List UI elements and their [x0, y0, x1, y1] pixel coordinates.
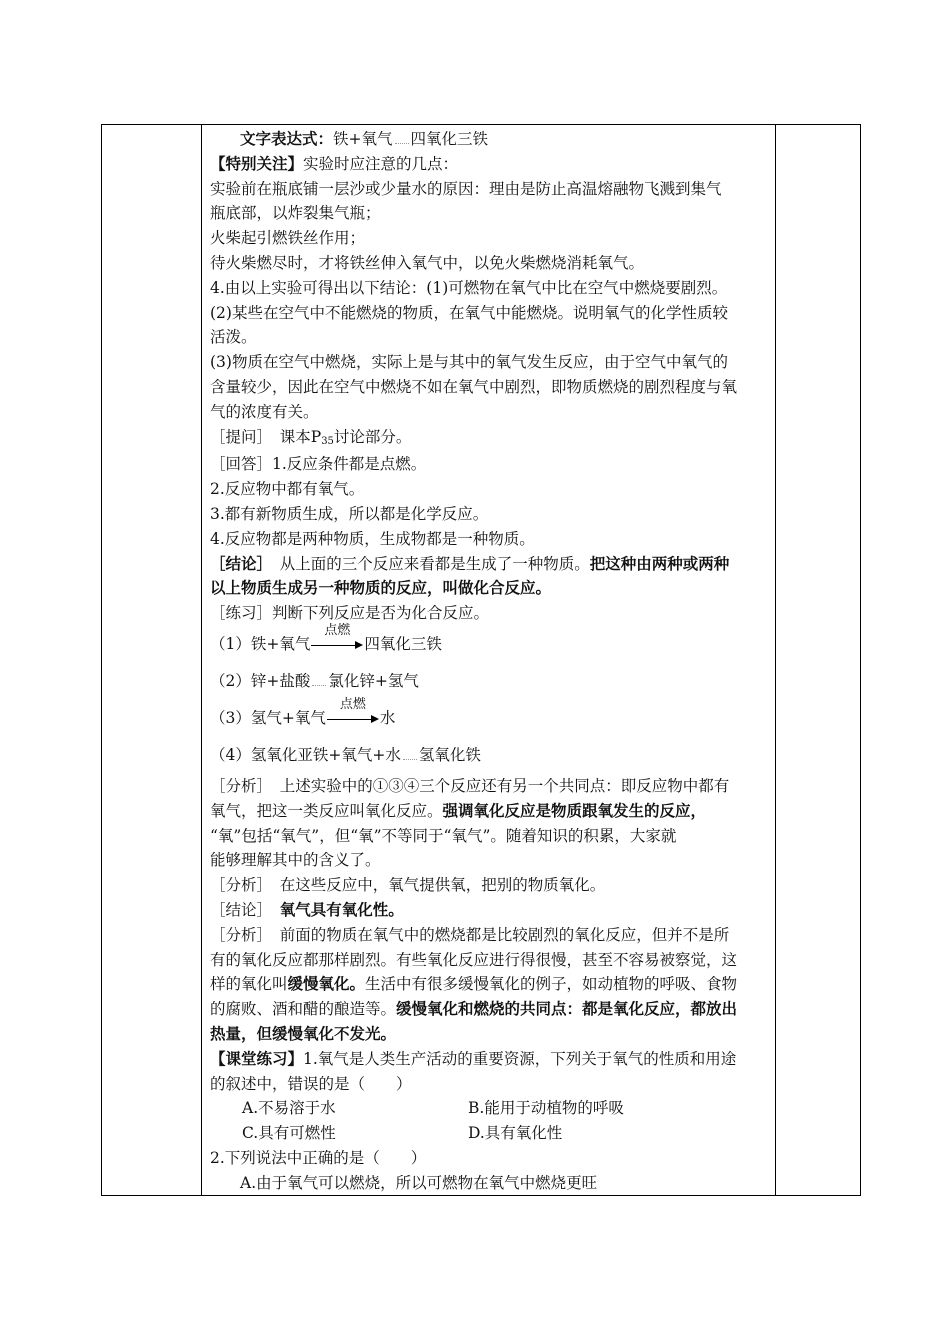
arrow-head — [371, 715, 379, 723]
text-line — [210, 601, 770, 626]
reactants: （1）铁+氧气 — [210, 634, 311, 653]
text-segment: 含量较少，因此在空气中燃烧不如在氧气中剧烈，即物质燃烧的剧烈程度与氧 — [210, 377, 738, 396]
answer-options — [210, 1096, 770, 1121]
reactants: （2）锌+盐酸 — [210, 671, 311, 690]
text-segment: 2.下列说法中正确的是（ ） — [210, 1148, 427, 1167]
text-line — [210, 948, 770, 973]
bold-text: 【课堂练习】 — [210, 1048, 304, 1068]
text-line — [210, 350, 770, 375]
products: 氢氧化铁 — [418, 745, 481, 764]
text-segment: 四氧化三铁 — [410, 130, 489, 148]
text-line — [210, 276, 770, 301]
text-segment: ［分析］ 上述实验中的①③④三个反应还有另一个共同点：即反应物中都有 — [210, 776, 730, 795]
text-line — [210, 152, 770, 177]
text-segment: 气的浓度有关。 — [210, 402, 319, 421]
text-line — [210, 325, 770, 350]
text-segment: 活泼。 — [210, 328, 257, 347]
option-a: C.具有可燃性 — [242, 1124, 336, 1143]
products: 四氧化三铁 — [364, 634, 442, 653]
text-line — [210, 502, 770, 527]
products: 氯化锌+氢气 — [328, 671, 419, 690]
reaction-equation — [210, 622, 770, 663]
option-a: A.不易溶于水 — [242, 1099, 336, 1118]
text-line — [210, 301, 770, 326]
text-segment: 35 — [321, 435, 334, 447]
bold-text: 文字表达式： — [240, 129, 334, 148]
text-segment: 实验时应注意的几点： — [303, 154, 459, 173]
text-segment: ［分析］ 在这些反应中，氧气提供氧，把别的物质氧化。 — [210, 876, 606, 895]
bold-text: 强调氧化反应是物质跟氧发生的反应， — [442, 800, 707, 820]
bold-text: 热量，但缓慢氧化不发光。 — [210, 1023, 397, 1043]
text-line — [210, 527, 770, 552]
text-line — [210, 848, 770, 873]
text-segment: 的腐败、酒和醋的酿造等。 — [210, 1000, 397, 1019]
text-line — [210, 226, 770, 251]
answer-options — [210, 1121, 770, 1146]
text-line — [210, 177, 770, 202]
text-segment: 样的氧化叫 — [210, 975, 288, 994]
text-segment: ［提问］ 课本P — [210, 427, 322, 446]
text-segment: “氧”包括“氧气”，但“氧”不等同于“氧气”。随着知识的积累，大家就 — [210, 826, 677, 845]
text-segment: 待火柴燃尽时，才将铁丝伸入氧气中，以免火柴燃烧消耗氧气。 — [210, 253, 645, 272]
text-segment: 的叙述中，错误的是（ ） — [210, 1074, 412, 1093]
text-segment: 能够理解其中的含义了。 — [210, 851, 381, 870]
text-line — [210, 375, 770, 400]
option-b: B.能用于动植物的呼吸 — [468, 1099, 624, 1118]
text-line — [210, 127, 770, 152]
text-line — [210, 1072, 770, 1097]
reaction-condition: 点燃 — [339, 696, 366, 712]
text-segment: 4.由以上实验可得出以下结论：(1)可燃物在氧气中比在空气中燃烧要剧烈。 — [210, 278, 728, 297]
bold-text: 缓慢氧化和燃烧的共同点：都是氧化反应，都放出 — [396, 999, 738, 1019]
text-line — [210, 898, 770, 923]
column-divider-left — [201, 125, 202, 1195]
reaction-arrow-icon — [327, 696, 379, 726]
text-line — [210, 1146, 770, 1171]
text-segment: 有的氧化反应都那样剧烈。有些氧化反应进行得很慢，甚至不容易被察觉，这 — [210, 950, 738, 969]
lesson-content-cell — [210, 127, 770, 1195]
reaction-equation — [210, 696, 770, 737]
text-segment: (3)物质在空气中燃烧，实际上是与其中的氧气发生反应，由于空气中氧气的 — [210, 353, 728, 372]
text-line — [210, 477, 770, 502]
bold-text: 氧气具有氧化性。 — [279, 899, 404, 919]
reaction-arrow-icon — [311, 622, 363, 652]
text-segment: ［练习］判断下列反应是否为化合反应。 — [210, 604, 490, 623]
text-segment: ［回答］1.反应条件都是点燃。 — [210, 455, 427, 474]
text-segment: 铁+氧气 — [333, 130, 393, 148]
column-divider-right — [775, 125, 776, 1195]
reaction-equation — [210, 737, 770, 774]
text-line — [210, 997, 770, 1022]
text-line — [210, 201, 770, 226]
bold-text: 【特别关注】 — [210, 153, 304, 173]
reaction-condition: 点燃 — [324, 622, 351, 638]
bold-text: 缓慢氧化。 — [287, 974, 366, 994]
reaction-equation — [210, 663, 770, 700]
text-line — [210, 400, 770, 425]
text-segment: (2)某些在空气中不能燃烧的物质，在氧气中能燃烧。说明氧气的化学性质较 — [210, 303, 728, 322]
option-b: D.具有氧化性 — [468, 1124, 563, 1143]
text-segment: A.由于氧气可以燃烧，所以可燃物在氧气中燃烧更旺 — [240, 1173, 598, 1192]
text-line — [210, 824, 770, 849]
reactants: （4）氢氧化亚铁+氧气+水 — [210, 745, 401, 764]
products: 水 — [379, 708, 396, 727]
text-segment: 火柴起引燃铁丝作用； — [210, 229, 366, 248]
arrow-shaft — [327, 719, 373, 720]
text-segment: ［分析］ 前面的物质在氧气中的燃烧都是比较剧烈的氧化反应，但并不是所 — [210, 925, 730, 944]
text-segment: 2.反应物中都有氧气。 — [210, 480, 365, 499]
text-segment: 生活中有很多缓慢氧化的例子，如动植物的呼吸、食物 — [365, 975, 738, 994]
text-line — [210, 1047, 770, 1072]
text-segment: 从上面的三个反应来看都是生成了一种物质。 — [264, 554, 590, 573]
text-segment: 3.都有新物质生成，所以都是化学反应。 — [210, 504, 489, 523]
arrow-shaft — [311, 645, 357, 646]
text-segment: 氧气，把这一类反应叫氧化反应。 — [210, 801, 443, 820]
text-line — [210, 774, 770, 799]
text-line — [210, 799, 770, 824]
bold-text: ［结论］ — [210, 553, 265, 573]
text-line — [210, 1171, 770, 1196]
text-segment: ［结论］ — [210, 900, 280, 919]
bold-text: 把这种由两种或两种 — [589, 553, 730, 573]
condition-mark — [395, 135, 409, 144]
text-segment: 4.反应物都是两种物质，生成物都是一种物质。 — [210, 529, 535, 548]
condition-mark — [403, 751, 417, 760]
text-line — [210, 452, 770, 477]
text-segment: 讨论部分。 — [333, 427, 412, 446]
reactants: （3）氢气+氧气 — [210, 708, 326, 727]
text-line — [210, 972, 770, 997]
lesson-table — [101, 124, 861, 1196]
text-line — [210, 552, 770, 577]
condition-mark — [312, 677, 326, 686]
text-segment: 瓶底部，以炸裂集气瓶； — [210, 204, 381, 223]
text-line — [210, 1022, 770, 1047]
text-line — [210, 425, 770, 453]
text-line — [210, 873, 770, 898]
text-segment: 1.氧气是人类生产活动的重要资源，下列关于氧气的性质和用途 — [303, 1049, 737, 1068]
bold-text: 以上物质生成另一种物质的反应，叫做化合反应。 — [210, 578, 552, 598]
text-line — [210, 923, 770, 948]
text-line — [210, 251, 770, 276]
arrow-head — [355, 641, 363, 649]
text-segment: 实验前在瓶底铺一层沙或少量水的原因：理由是防止高温熔融物飞溅到集气 — [210, 179, 722, 198]
text-line — [210, 576, 770, 601]
